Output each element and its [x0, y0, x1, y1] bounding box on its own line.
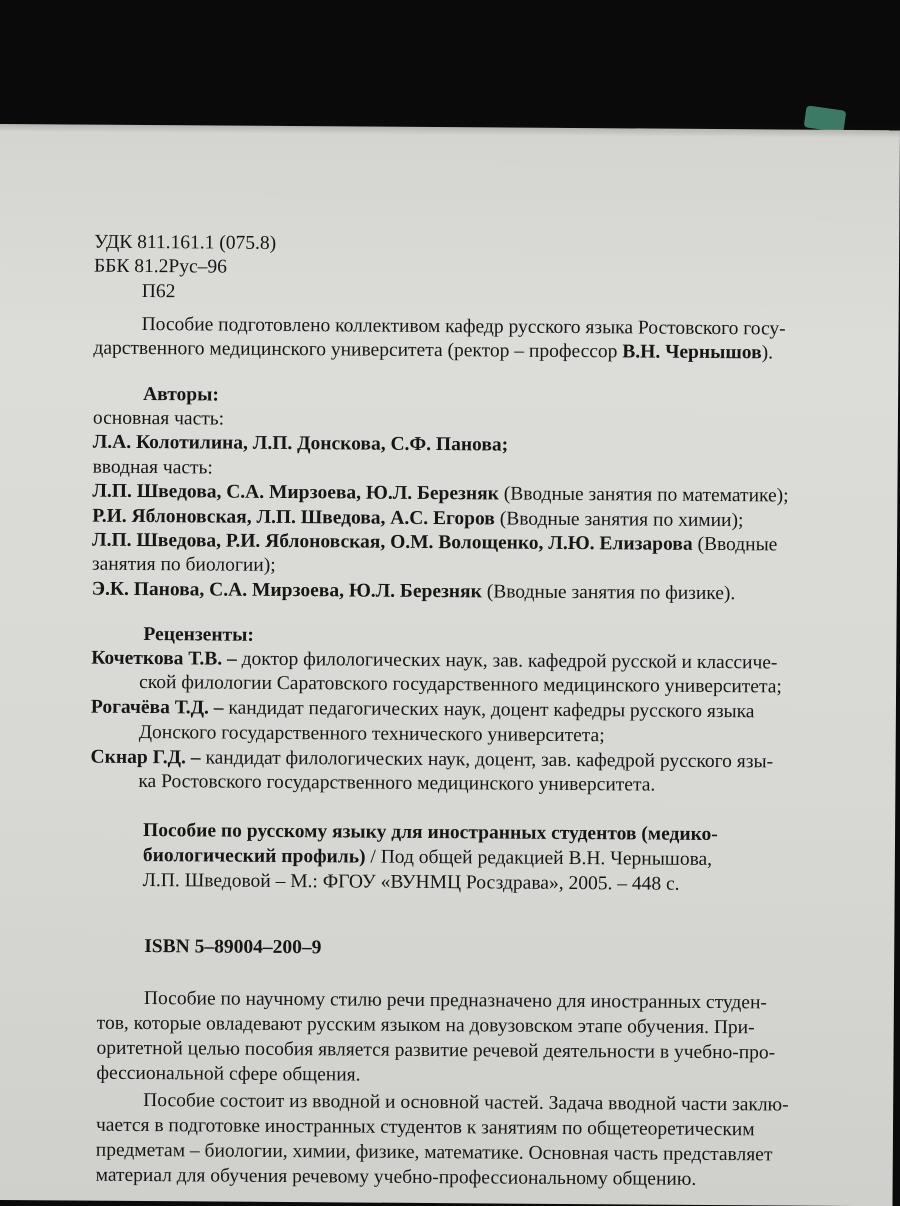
p62-code: П62 [141, 280, 176, 303]
rector-name: В.Н. Чернышов [622, 341, 762, 364]
main-part-label: основная часть: [92, 407, 225, 430]
authors-row-note: занятия по биологии); [91, 553, 276, 576]
authors-row-names: Э.К. Панова, С.А. Мирзоева, Ю.Л. Березняк [91, 578, 482, 603]
authors-row-names: Л.П. Шведова, С.А. Мирзоева, Ю.Л. Березняк [92, 480, 500, 505]
abstract-p1-line-2: тов, которые овладевают русским языком на довузовском этапе обучения. При- [96, 1012, 755, 1039]
authors-row-note: (Вводные [692, 533, 778, 556]
book-page [0, 124, 900, 1206]
authors-row-note: (Вводные занятия по физике). [481, 581, 736, 605]
bbk-code: ББК 81.2Рус–96 [93, 255, 227, 278]
isbn: ISBN 5–89004–200–9 [144, 936, 322, 959]
abstract-p1-line-4: фессиональной сфере общения. [96, 1062, 361, 1086]
authors-row-note: (Вводные занятия по математике); [498, 483, 789, 507]
authors-row-names: Л.П. Шведова, Р.И. Яблоновская, О.М. Волощенко, Л.Ю. Елизарова [92, 529, 693, 555]
intro-line-2-text: дарственного медицинского университета (ректор – профессор [93, 337, 623, 363]
authors-row-math [92, 480, 788, 509]
abstract-p1-line-3: оритетной целью пособия является развитие речевой деятельности в учебно-про- [96, 1037, 776, 1064]
reviewer-1-text: доктор филологических наук, зав. кафедрой русской и классиче- [236, 648, 778, 674]
reviewer-2 [91, 696, 755, 725]
abstract-p2-line-4: материал для обучения речевому учебно-профессиональному общению. [95, 1164, 697, 1190]
reviewer-1-name: Кочеткова Т.В. – [91, 647, 237, 670]
intro-line-2 [93, 337, 773, 366]
main-part-authors: Л.А. Колотилина, Л.П. Донскова, С.Ф. Панова; [92, 431, 509, 456]
reviewer-1-cont: ской филологии Саратовского государственного медицинского университета; [139, 671, 782, 698]
authors-row-names: Р.И. Яблоновская, Л.П. Шведова, А.С. Егоров [92, 505, 495, 530]
citation-title-end: биологический профиль) [142, 845, 366, 868]
citation-editors: / Под общей редакцией В.Н. Чернышова, [365, 846, 713, 870]
authors-heading: Авторы: [143, 384, 219, 406]
abstract-p2-line-3: предметам – биологии, химии, физике, математике. Основная часть представляет [95, 1139, 773, 1166]
intro-line-2-end: ). [761, 342, 774, 364]
reviewer-2-name: Рогачёва Т.Д. – [90, 696, 224, 719]
book-cover-edge [804, 105, 847, 132]
abstract-p2-line-2: чается в подготовке иностранных студентов к занятиям по общетеоретическим [95, 1114, 755, 1141]
citation-line-3: Л.П. Шведовой – М.: ФГОУ «ВУНМЦ Росздрава», 2005. – 448 с. [142, 870, 680, 895]
authors-row-phys [92, 578, 736, 606]
citation-line-1: Пособие по русскому языку для иностранных студентов (медико- [142, 820, 718, 846]
intro-line-1: Пособие подготовлено коллективом кафедр русского языка Ростовского госу- [141, 313, 786, 340]
abstract-p2-line-1: Пособие состоит из вводной и основной частей. Задача вводной части заклю- [143, 1090, 789, 1116]
reviewer-2-text: кандидат педагогических наук, доцент кафедры русского языка [223, 697, 755, 723]
authors-row-bio-cont [92, 553, 276, 578]
reviewer-3-cont: ка Ростовского государственного медицинского университета. [138, 770, 656, 796]
authors-row-note: (Вводные занятия по химии); [494, 508, 744, 532]
intro-part-label: вводная часть: [92, 456, 213, 479]
abstract-p1-line-1: Пособие по научному стилю речи предназначено для иностранных студен- [143, 988, 767, 1014]
reviewer-3-text: кандидат филологических наук, доцент, зав. кафедрой русского язы- [200, 747, 774, 773]
reviewers-heading: Рецензенты: [143, 624, 254, 646]
citation-line-2 [143, 844, 712, 872]
reviewer-3-name: Скнар Г.Д. – [90, 746, 201, 769]
reviewer-2-cont: Донского государственного технического университета; [138, 721, 605, 747]
background-dark-area [0, 0, 900, 125]
udk-code: УДК 811.161.1 (075.8) [94, 231, 277, 254]
